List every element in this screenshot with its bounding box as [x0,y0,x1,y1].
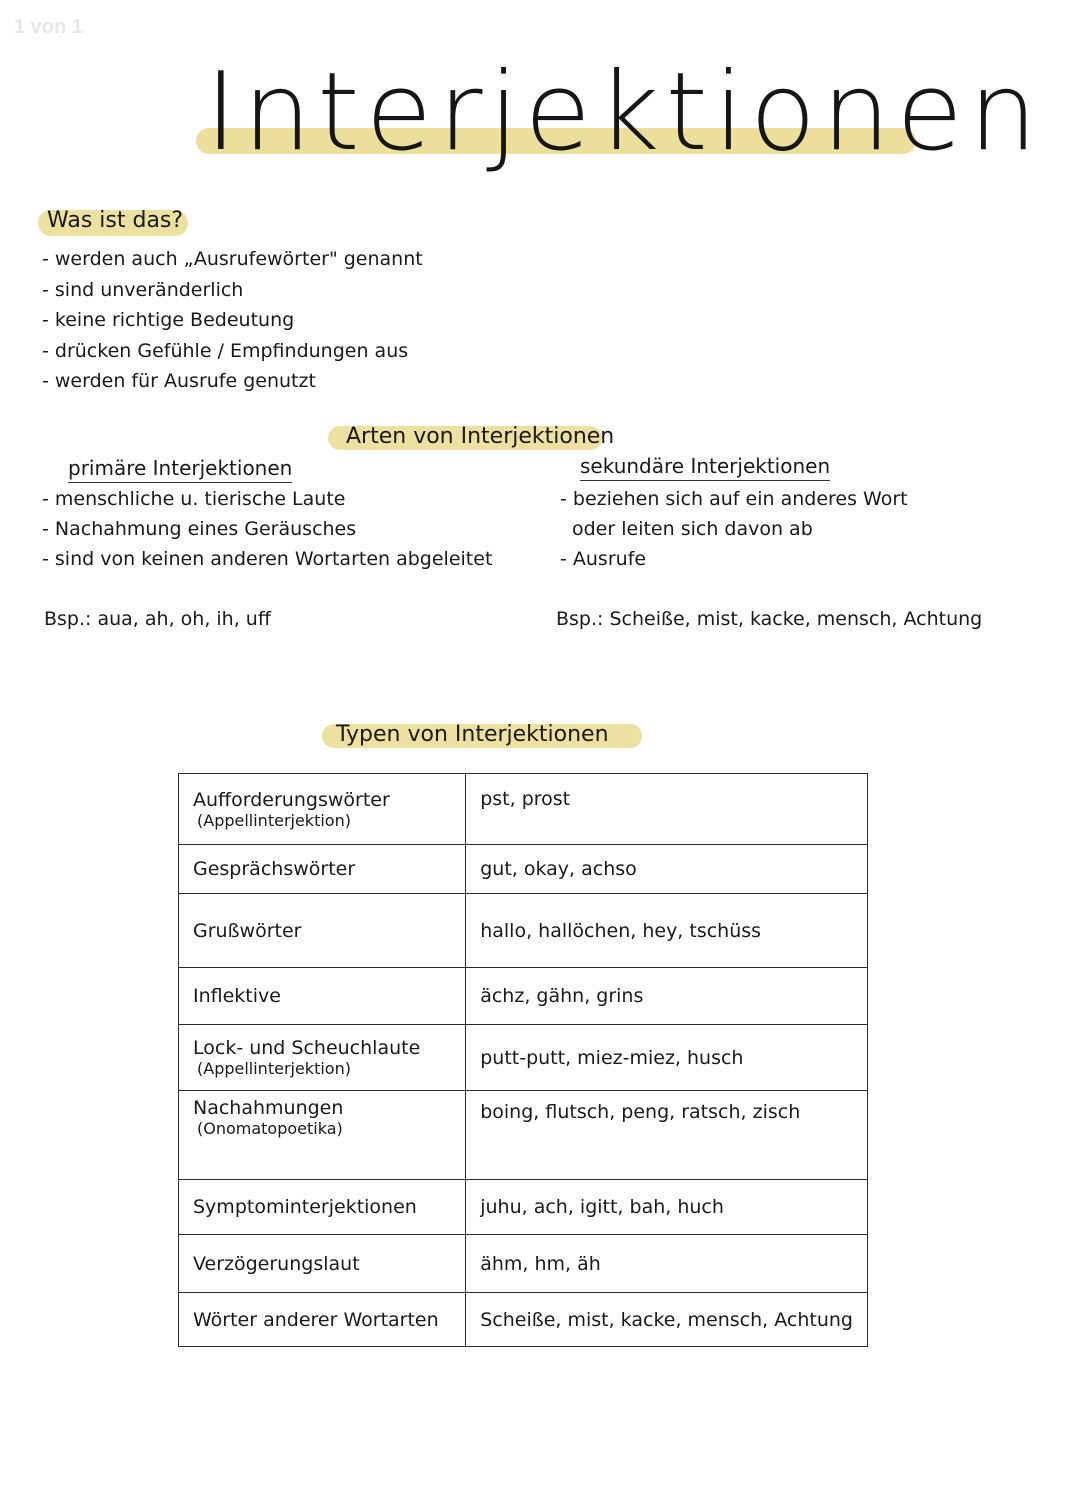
table-row [179,1180,868,1235]
table-row [179,968,868,1025]
examples-cell: juhu, ach, igitt, bah, huch [466,1180,868,1235]
table-row [179,1293,868,1347]
list-item: - sind unveränderlich [42,278,244,301]
list-item: - werden auch „Ausrufewörter" genannt [42,248,423,270]
examples-cell: Scheiße, mist, kacke, mensch, Achtung [466,1293,868,1347]
list-item: - keine richtige Bedeutung [42,309,295,331]
intro-heading: Was ist das? [47,208,184,233]
list-item: - beziehen sich auf ein anderes Wort [560,488,908,510]
table-row [179,845,868,894]
category-cell: Nachahmungen (Onomatopoetika) [179,1091,466,1180]
examples-cell: hallo, hallöchen, hey, tschüss [466,894,868,968]
list-item: - menschliche u. tierische Laute [42,488,346,510]
secondary-list [560,484,908,574]
list-item: - Ausrufe [560,548,647,570]
typen-heading: Typen von Interjektionen [336,722,609,747]
examples-cell: ächz, gähn, grins [466,968,868,1025]
primary-heading: primäre Interjektionen [68,456,292,483]
page-indicator: 1 von 1 [14,16,83,38]
category-cell: Lock- und Scheuchlaute (Appellinterjektion) [179,1025,466,1091]
primary-example: Bsp.: aua, ah, oh, ih, uff [44,608,271,630]
table-row [179,894,868,968]
category-cell: Gesprächswörter [179,845,466,894]
secondary-example: Bsp.: Scheiße, mist, kacke, mensch, Achtung [556,608,983,630]
table-row [179,1091,868,1180]
category-cell: Aufforderungswörter (Appellinterjektion) [179,774,466,845]
table-row [179,1235,868,1293]
secondary-heading: sekundäre Interjektionen [580,454,830,481]
category-cell: Grußwörter [179,894,466,968]
category-cell: Wörter anderer Wortarten [179,1293,466,1347]
list-item: - werden für Ausrufe genutzt [42,370,316,392]
list-item: oder leiten sich davon ab [572,518,813,540]
examples-cell: gut, okay, achso [466,845,868,894]
types-table [178,773,868,1347]
examples-cell: pst, prost [466,774,868,845]
category-cell: Verzögerungslaut [179,1235,466,1293]
category-cell: Inflektive [179,968,466,1025]
primary-list [42,484,492,574]
arten-heading: Arten von Interjektionen [346,424,615,449]
examples-cell: boing, flutsch, peng, ratsch, zisch [466,1091,868,1180]
intro-list [42,244,423,397]
table-row [179,774,868,845]
examples-cell: ähm, hm, äh [466,1235,868,1293]
list-item: - Nachahmung eines Geräusches [42,518,357,540]
page-title: Interjektionen [205,50,1044,175]
list-item: - drücken Gefühle / Empfindungen aus [42,339,409,362]
list-item: - sind von keinen anderen Wortarten abgeleitet [42,548,493,570]
examples-cell: putt-putt, miez-miez, husch [466,1025,868,1091]
category-cell: Symptominterjektionen [179,1180,466,1235]
table-row [179,1025,868,1091]
